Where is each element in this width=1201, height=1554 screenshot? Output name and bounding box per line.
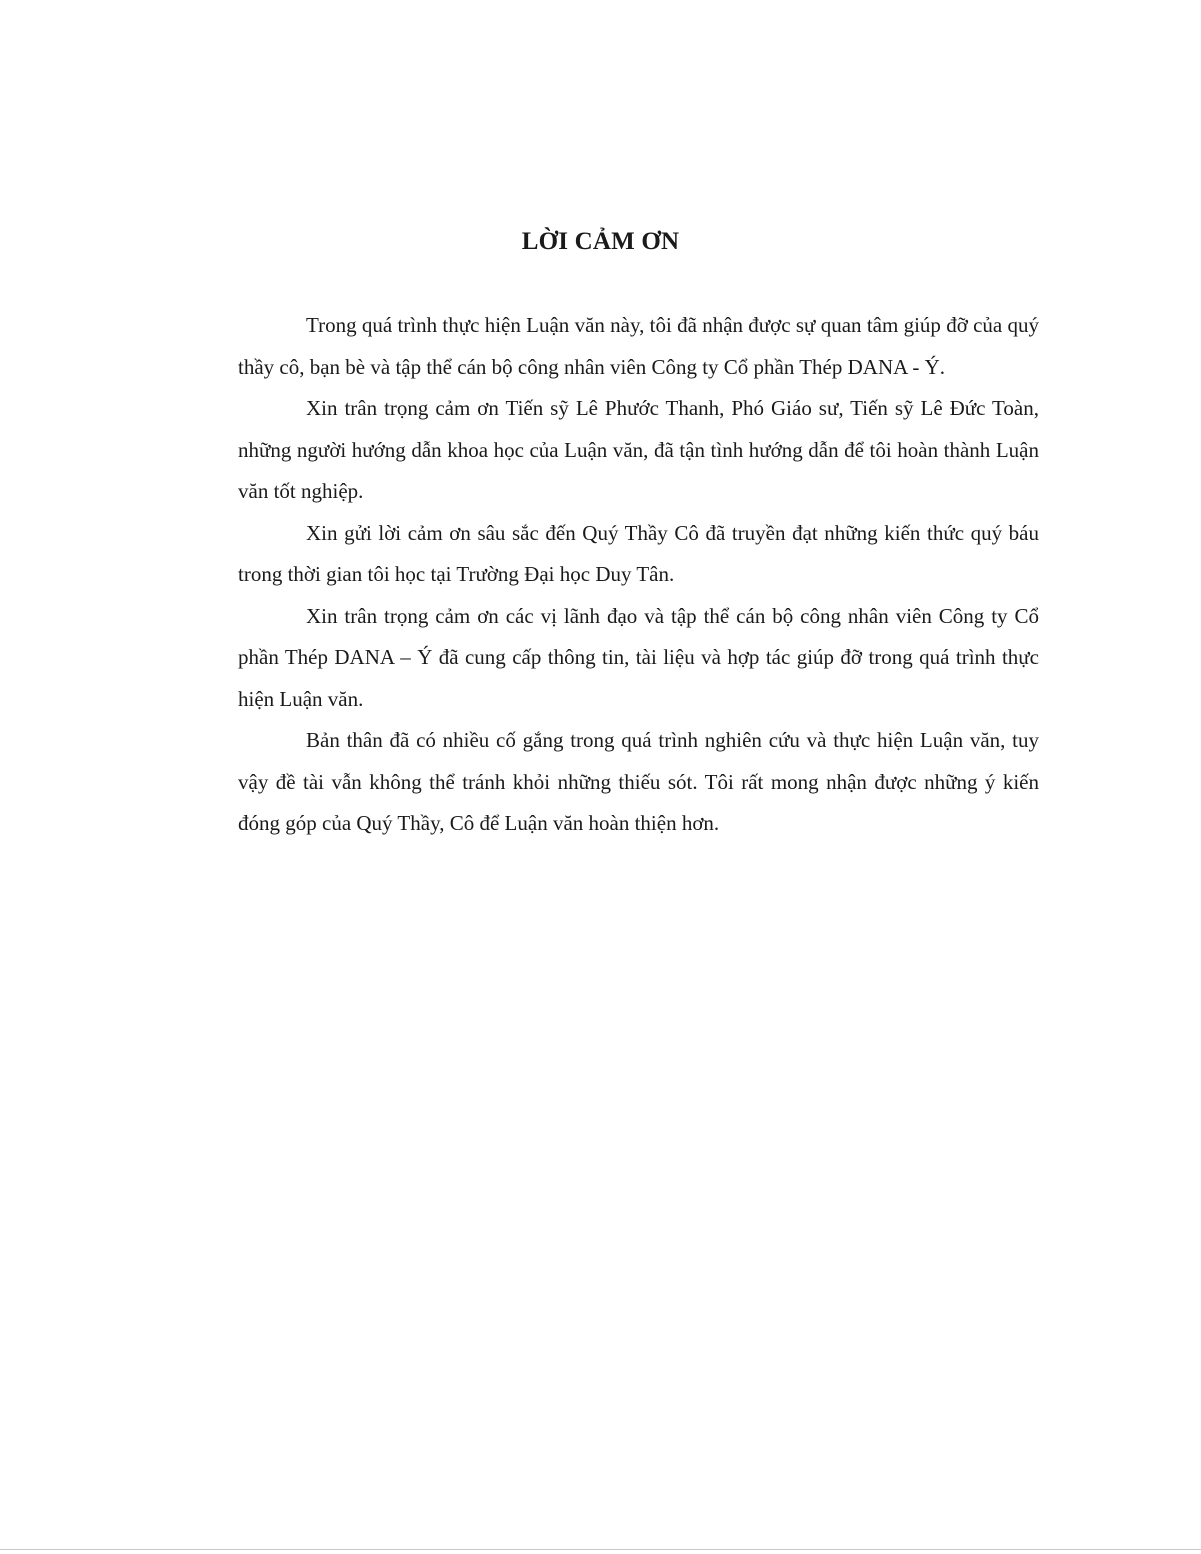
paragraph-4: Xin trân trọng cảm ơn các vị lãnh đạo và tập thể cán bộ công nhân viên Công ty Cổ phần Thép DANA – Ý đã cung cấp thông tin, tài liệu và hợp tác giúp đỡ trong quá trình thực hiện Luận văn. [238,603,1039,711]
paragraph-5: Bản thân đã có nhiều cố gắng trong quá trình nghiên cứu và thực hiện Luận văn, tuy vậy đề tài vẫn không thể tránh khỏi những thiếu sót. Tôi rất mong nhận được những ý kiến đóng góp của Quý Thầy, Cô để Luận văn hoàn thiện hơn. [238,728,1039,835]
page-bottom-divider [0,1549,1201,1550]
page-title: LỜI CẢM ƠN [521,228,680,255]
paragraph-2: Xin trân trọng cảm ơn Tiến sỹ Lê Phước Thanh, Phó Giáo sư, Tiến sỹ Lê Đức Toàn, những người hướng dẫn khoa học của Luận văn, đã tận tình hướng dẫn để tôi hoàn thành Luận văn tốt nghiệp. [238,396,1039,503]
paragraph-1: Trong quá trình thực hiện Luận văn này, tôi đã nhận được sự quan tâm giúp đỡ của quý thầy cô, bạn bè và tập thể cán bộ công nhân viên Công ty Cổ phần Thép DANA - Ý. [238,313,1039,379]
paragraph-3: Xin gửi lời cảm ơn sâu sắc đến Quý Thầy Cô đã truyền đạt những kiến thức quý báu trong thời gian tôi học tại Trường Đại học Duy Tân. [238,520,1039,586]
acknowledgement-body [238,305,1039,845]
